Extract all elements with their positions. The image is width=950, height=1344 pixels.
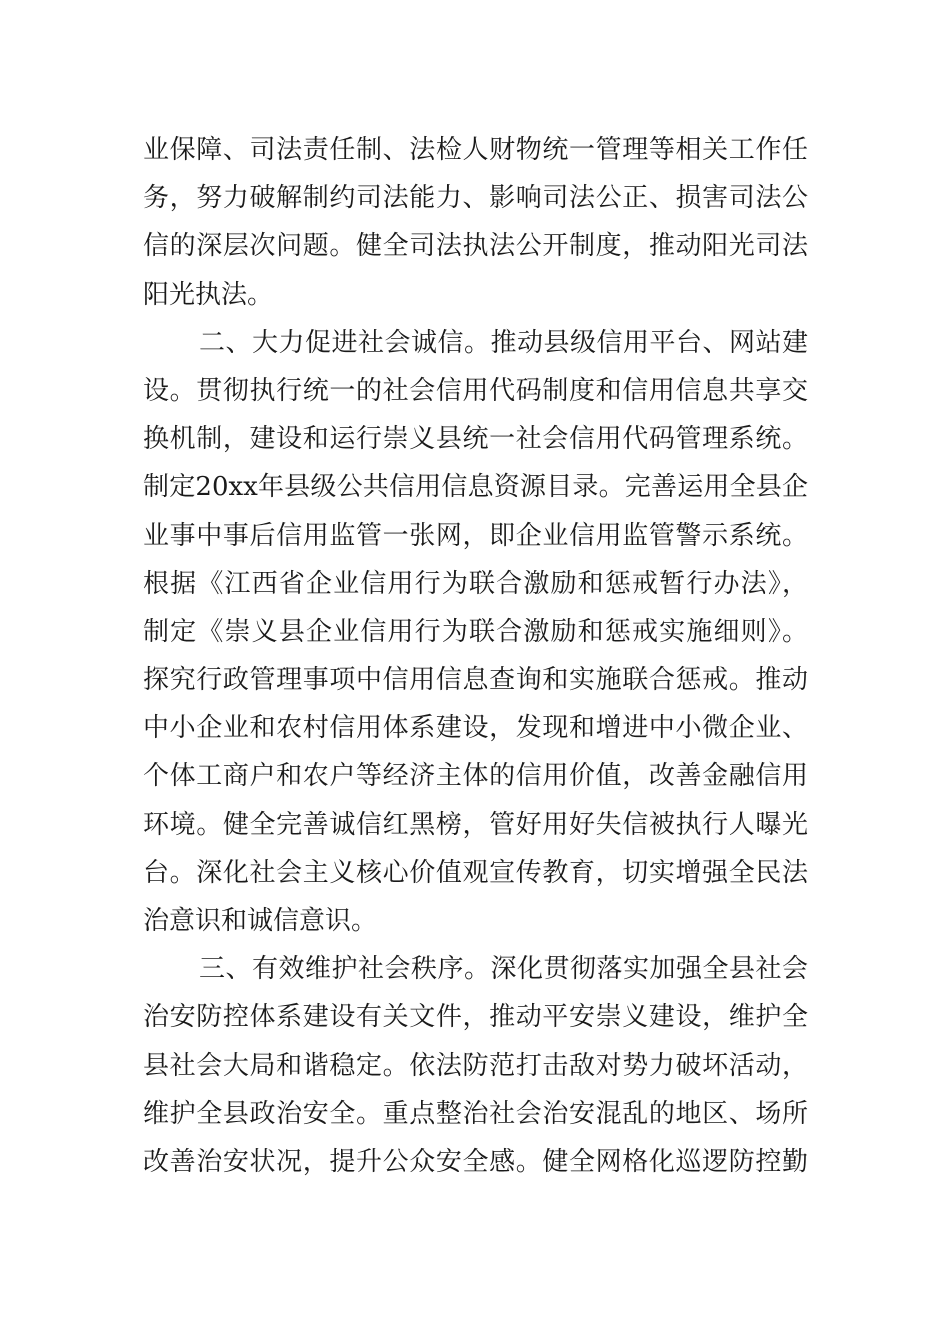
- text-line: 维护全县政治安全。重点整治社会治安混乱的地区、场所: [143, 1098, 808, 1129]
- text-line: 业保障、司法责任制、法检人财物统一管理等相关工作任: [143, 135, 808, 165]
- text-line: 中小企业和农村信用体系建设，发现和增进中小微企业、: [143, 713, 808, 744]
- text-line: 个体工商户和农户等经济主体的信用价值，改善金融信用: [143, 761, 808, 792]
- text-line: 环境。健全完善诚信红黑榜，管好用好失信被执行人曝光: [143, 809, 808, 840]
- paragraph-heading-line: 二、大力促进社会诚信。推动县级信用平台、网站建: [199, 327, 808, 358]
- text-line: 探究行政管理事项中信用信息查询和实施联合惩戒。推动: [143, 665, 808, 696]
- text-line: 设。贯彻执行统一的社会信用代码制度和信用信息共享交: [143, 375, 808, 406]
- body-text: [143, 126, 808, 1186]
- text-line: 根据《江西省企业信用行为联合激励和惩戒暂行办法》，: [143, 568, 808, 599]
- text-line: 换机制，建设和运行崇义县统一社会信用代码管理系统。: [143, 424, 808, 455]
- text-line: 治安防控体系建设有关文件，推动平安崇义建设，维护全: [143, 1002, 808, 1033]
- text-line: 阳光执法。: [143, 279, 274, 310]
- text-line: 业事中事后信用监管一张网，即企业信用监管警示系统。: [143, 520, 808, 551]
- text-line: 信的深层次问题。健全司法执法公开制度，推动阳光司法: [143, 231, 808, 262]
- text-line: 制定20xx年县级公共信用信息资源目录。完善运用全县企: [143, 472, 808, 503]
- text-line: 改善治安状况，提升公众安全感。健全网格化巡逻防控勤: [143, 1146, 808, 1177]
- paragraph-heading-line: 三、有效维护社会秩序。深化贯彻落实加强全县社会: [199, 954, 808, 985]
- text-line: 治意识和诚信意识。: [143, 906, 378, 936]
- text-line: 台。深化社会主义核心价值观宣传教育，切实增强全民法: [143, 857, 808, 888]
- text-line: 县社会大局和谐稳定。依法防范打击敌对势力破坏活动，: [143, 1050, 808, 1081]
- text-line: 制定《崇义县企业信用行为联合激励和惩戒实施细则》。: [143, 616, 808, 647]
- text-line: 务，努力破解制约司法能力、影响司法公正、损害司法公: [143, 183, 808, 214]
